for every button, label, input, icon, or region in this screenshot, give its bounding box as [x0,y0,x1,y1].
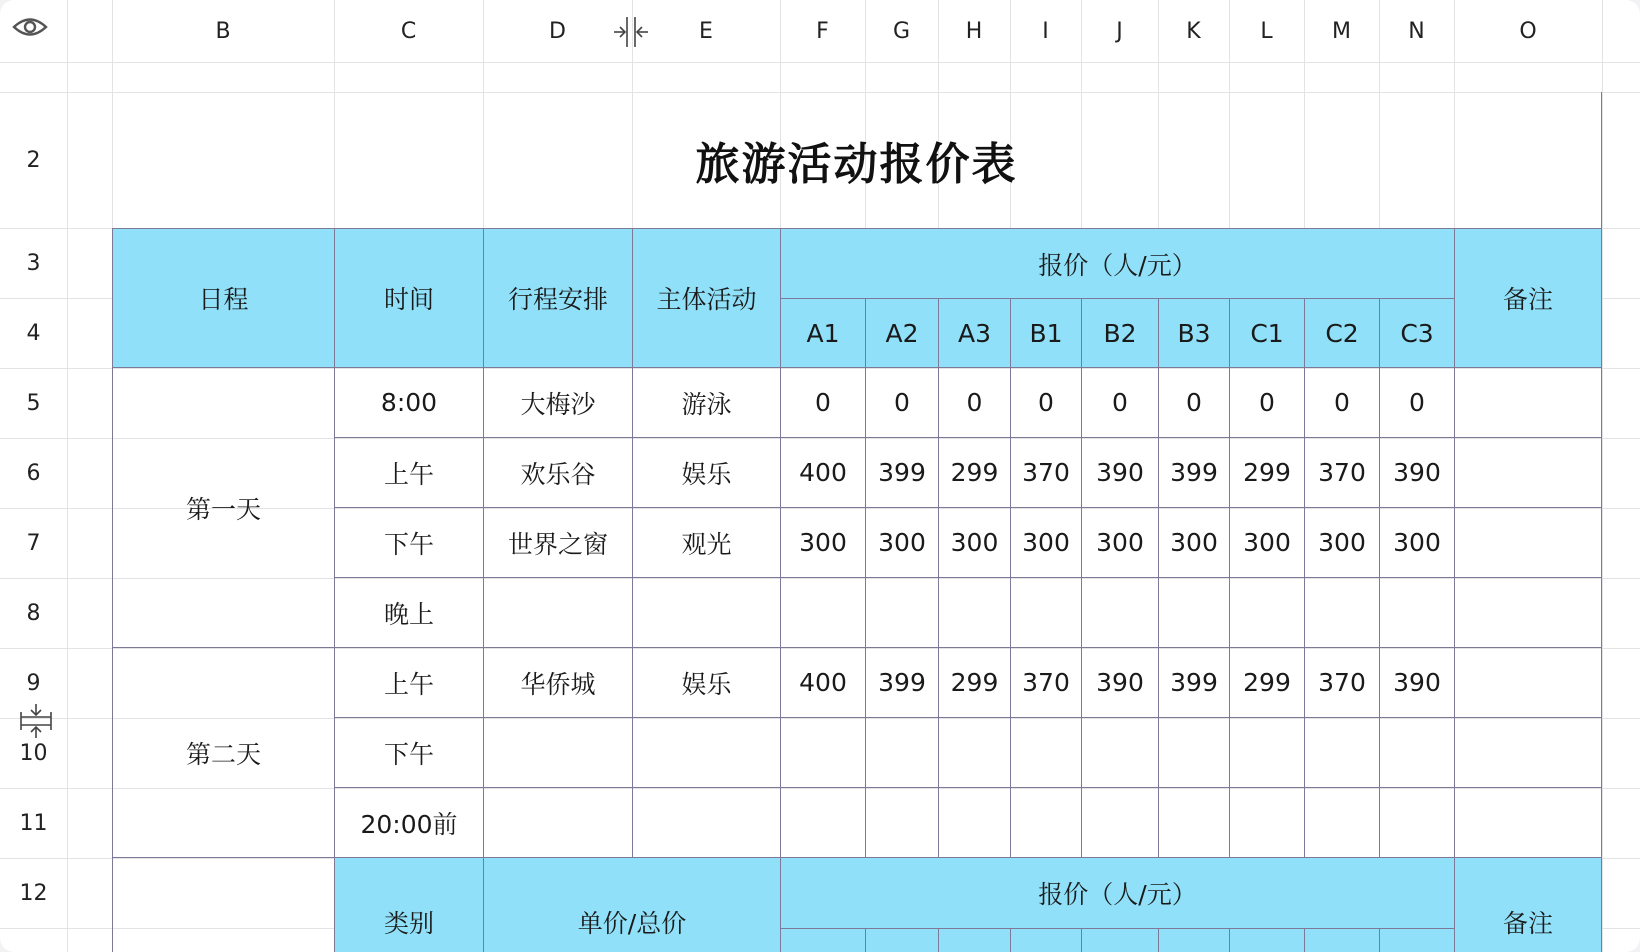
header-tier-b2[interactable]: B2 [1081,298,1158,368]
cell-time[interactable]: 8:00 [334,368,483,438]
cell-itinerary[interactable]: 大梅沙 [483,368,632,438]
section2-blank[interactable] [112,858,334,952]
cell-price[interactable]: 300 [1229,508,1304,578]
cell-remark[interactable] [1454,648,1602,718]
cell-time[interactable]: 20:00前 [334,788,483,858]
row-header-6[interactable]: 6 [26,460,41,486]
cell-price[interactable]: 299 [1229,438,1304,508]
row-header-12[interactable]: 12 [19,880,48,906]
cell-price[interactable]: 400 [780,648,865,718]
cell-price[interactable] [938,788,1010,858]
cell-activity[interactable] [632,718,780,788]
cell-activity[interactable]: 观光 [632,508,780,578]
column-header-b[interactable]: B [215,18,231,44]
cell-price[interactable] [865,578,938,648]
cell-price[interactable] [1158,718,1229,788]
cell-remark[interactable] [1454,368,1602,438]
cell-price[interactable] [780,578,865,648]
column-header-j[interactable]: J [1116,18,1123,44]
section2-category[interactable]: 类别 [334,858,483,952]
row-header-10[interactable]: 10 [19,740,48,766]
column-header-o[interactable]: O [1519,18,1537,44]
cell-price[interactable] [1010,718,1081,788]
column-header-c[interactable]: C [400,18,417,44]
header-tier-c1[interactable]: C1 [1229,298,1304,368]
cell-remark[interactable] [1454,438,1602,508]
section2-unit-total[interactable]: 单价/总价 [483,858,780,952]
header-tier-a1[interactable]: A1 [780,298,865,368]
column-resize-icon[interactable] [612,14,650,50]
section2-tier[interactable] [1158,928,1229,952]
cell-price[interactable]: 299 [1229,648,1304,718]
column-header-f[interactable]: F [816,18,829,44]
section2-tier[interactable] [1010,928,1081,952]
cell-price[interactable] [1229,718,1304,788]
cell-price[interactable] [865,718,938,788]
row-header-7[interactable]: 7 [26,530,41,556]
cell-price[interactable]: 370 [1304,438,1379,508]
row-header-2[interactable]: 2 [26,147,41,173]
cell-price[interactable] [865,788,938,858]
section2-tier[interactable] [780,928,865,952]
header-itinerary[interactable]: 行程安排 [483,228,632,368]
cell-price[interactable] [938,718,1010,788]
cell-remark[interactable] [1454,578,1602,648]
cell-remark[interactable] [1454,788,1602,858]
row-header-8[interactable]: 8 [26,600,41,626]
cell-time[interactable]: 上午 [334,438,483,508]
row-resize-icon[interactable] [18,702,54,738]
cell-price[interactable]: 300 [780,508,865,578]
header-tier-c2[interactable]: C2 [1304,298,1379,368]
section2-tier[interactable] [938,928,1010,952]
cell-price[interactable]: 399 [865,438,938,508]
cell-itinerary[interactable] [483,718,632,788]
section2-tier[interactable] [1081,928,1158,952]
cell-price[interactable]: 300 [1010,508,1081,578]
cell-price[interactable]: 390 [1081,438,1158,508]
day-label[interactable]: 第二天 [112,648,334,858]
cell-activity[interactable]: 游泳 [632,368,780,438]
column-header-k[interactable]: K [1186,18,1201,44]
cell-price[interactable] [1158,578,1229,648]
cell-price[interactable]: 300 [1158,508,1229,578]
header-tier-b3[interactable]: B3 [1158,298,1229,368]
header-schedule[interactable]: 日程 [112,228,334,368]
section2-remark[interactable]: 备注 [1454,858,1602,952]
section2-tier[interactable] [1229,928,1304,952]
cell-activity[interactable] [632,788,780,858]
cell-itinerary[interactable] [483,578,632,648]
cell-price[interactable]: 300 [1081,508,1158,578]
cell-price[interactable]: 390 [1081,648,1158,718]
header-time[interactable]: 时间 [334,228,483,368]
row-header-3[interactable]: 3 [26,250,41,276]
cell-price[interactable] [1379,718,1454,788]
cell-price[interactable]: 399 [865,648,938,718]
cell-price[interactable]: 0 [780,368,865,438]
header-tier-c3[interactable]: C3 [1379,298,1454,368]
section2-tier[interactable] [1304,928,1379,952]
cell-price[interactable]: 370 [1010,438,1081,508]
cell-price[interactable]: 0 [1379,368,1454,438]
cell-price[interactable]: 300 [865,508,938,578]
cell-price[interactable] [1158,788,1229,858]
cell-price[interactable]: 0 [865,368,938,438]
cell-price[interactable] [1010,578,1081,648]
row-header-4[interactable]: 4 [26,320,41,346]
column-header-h[interactable]: H [965,18,983,44]
cell-price[interactable] [1229,788,1304,858]
cell-activity[interactable]: 娱乐 [632,438,780,508]
cell-activity[interactable]: 娱乐 [632,648,780,718]
header-tier-a2[interactable]: A2 [865,298,938,368]
header-remark[interactable]: 备注 [1454,228,1602,368]
cell-price[interactable]: 0 [1304,368,1379,438]
cell-price[interactable]: 390 [1379,648,1454,718]
cell-price[interactable] [1081,578,1158,648]
column-header-l[interactable]: L [1260,18,1273,44]
cell-price[interactable]: 399 [1158,438,1229,508]
cell-price[interactable]: 0 [1158,368,1229,438]
table-title[interactable]: 旅游活动报价表 [112,92,1602,228]
gridline-vertical [67,0,68,952]
cell-price[interactable]: 400 [780,438,865,508]
cell-price[interactable] [1081,718,1158,788]
cell-itinerary[interactable] [483,788,632,858]
row-header-11[interactable]: 11 [19,810,48,836]
cell-price[interactable]: 370 [1010,648,1081,718]
header-tier-a3[interactable]: A3 [938,298,1010,368]
cell-price[interactable]: 299 [938,648,1010,718]
cell-time[interactable]: 下午 [334,718,483,788]
cell-price[interactable]: 0 [938,368,1010,438]
cell-price[interactable] [1229,578,1304,648]
cell-price[interactable]: 300 [1379,508,1454,578]
cell-price[interactable]: 299 [938,438,1010,508]
row-header-5[interactable]: 5 [26,390,41,416]
cell-price[interactable] [1379,788,1454,858]
section2-tier[interactable] [1379,928,1454,952]
cell-remark[interactable] [1454,718,1602,788]
cell-price[interactable] [1304,718,1379,788]
cell-price[interactable] [1081,788,1158,858]
column-header-e[interactable]: E [699,18,713,44]
header-price-group[interactable]: 报价（人/元） [780,228,1454,298]
column-header-i[interactable]: I [1042,18,1049,44]
cell-activity[interactable] [632,578,780,648]
cell-price[interactable] [780,788,865,858]
cell-price[interactable]: 399 [1158,648,1229,718]
column-header-m[interactable]: M [1332,18,1351,44]
cell-price[interactable] [1010,788,1081,858]
cell-time[interactable]: 上午 [334,648,483,718]
section2-tier[interactable] [865,928,938,952]
cell-itinerary[interactable]: 华侨城 [483,648,632,718]
row-header-9[interactable]: 9 [26,670,41,696]
column-header-n[interactable]: N [1408,18,1425,44]
cell-price[interactable] [780,718,865,788]
cell-price[interactable] [938,578,1010,648]
cell-price[interactable]: 370 [1304,648,1379,718]
cell-price[interactable]: 0 [1229,368,1304,438]
cell-price[interactable] [1379,578,1454,648]
cell-price[interactable]: 390 [1379,438,1454,508]
section2-price-group[interactable]: 报价（人/元） [780,858,1454,928]
cell-itinerary[interactable]: 欢乐谷 [483,438,632,508]
eye-icon[interactable] [8,8,52,46]
cell-price[interactable]: 300 [1304,508,1379,578]
header-tier-b1[interactable]: B1 [1010,298,1081,368]
column-header-g[interactable]: G [892,18,911,44]
cell-price[interactable] [1304,788,1379,858]
gridline-horizontal [0,62,1640,63]
cell-price[interactable]: 0 [1081,368,1158,438]
day-label[interactable]: 第一天 [112,368,334,648]
cell-price[interactable] [1304,578,1379,648]
column-header-d[interactable]: D [549,18,566,44]
cell-time[interactable]: 晚上 [334,578,483,648]
gridline-vertical [1602,0,1603,952]
cell-price[interactable]: 300 [938,508,1010,578]
cell-itinerary[interactable]: 世界之窗 [483,508,632,578]
header-activity[interactable]: 主体活动 [632,228,780,368]
cell-remark[interactable] [1454,508,1602,578]
cell-time[interactable]: 下午 [334,508,483,578]
cell-price[interactable]: 0 [1010,368,1081,438]
